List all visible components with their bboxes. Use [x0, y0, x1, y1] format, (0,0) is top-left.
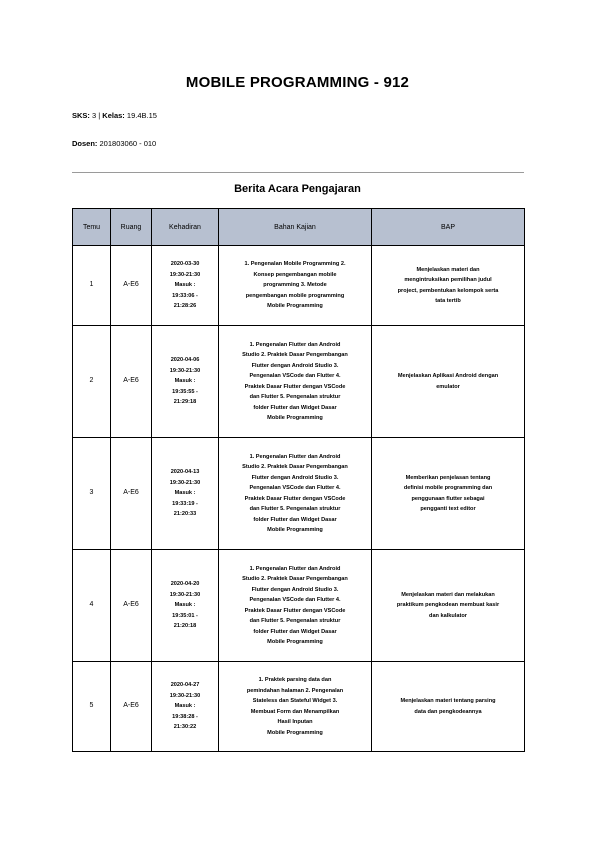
temu-cell: 5 — [73, 662, 111, 752]
section-title: Berita Acara Pengajaran — [234, 183, 361, 195]
bap-text: Menjelaskan materi dan melakukan praktikum pengkodean membuat kasir dan kalkulator — [396, 591, 500, 619]
kehadiran-text: 2020-04-06 19:30-21:30 Masuk : 19:35:55 - 21:29:18 — [169, 357, 201, 406]
bahan-kajian-text: 1. Pengenalan Flutter dan Android Studio 2. Praktek Dasar Pengembangan Flutter dengan Android Studio 3. Pengenalan VSCode dan Flutter 4. Praktek Dasar Flutter dengan VSCode dan Flutter 5. Pengenalan struktur folder Flutter dan Widget Dasar Mobile Programming — [242, 341, 348, 421]
header-bahan-kajian: Bahan Kajian — [219, 209, 372, 246]
ruang-cell: A-E6 — [111, 662, 152, 752]
header-temu: Temu — [73, 209, 111, 246]
kehadiran-text: 2020-04-27 19:30-21:30 Masuk : 19:38:28 - 21:30:22 — [169, 682, 201, 731]
teaching-record-table — [72, 208, 525, 752]
kehadiran-text: 2020-04-20 19:30-21:30 Masuk : 19:35:01 - 21:20:18 — [169, 581, 201, 630]
sks-label: SKS: — [72, 111, 90, 120]
table-row — [73, 662, 525, 752]
table-row — [73, 550, 525, 662]
ruang-cell: A-E6 — [111, 246, 152, 326]
header-ruang: Ruang — [111, 209, 152, 246]
table-header-row — [73, 209, 525, 246]
temu-cell: 2 — [73, 326, 111, 438]
table-row — [73, 326, 525, 438]
temu-cell: 4 — [73, 550, 111, 662]
bahan-kajian-cell — [219, 438, 372, 550]
kehadiran-text: 2020-03-30 19:30-21:30 Masuk : 19:33:06 - 21:28:26 — [169, 261, 201, 310]
kehadiran-cell — [152, 246, 219, 326]
course-info — [72, 111, 157, 120]
kelas-value: 19.4B.15 — [124, 111, 157, 120]
bahan-kajian-text: 1. Praktek parsing data dan pemindahan halaman 2. Pengenalan Stateless dan Stateful Widget 3. Membuat Form dan Menampilkan Hasil Inputan Mobile Programming — [246, 677, 344, 736]
bap-text: Memberikan penjelasan tentang definisi mobile programming dan penggunaan flutter sebagai pengganti text editor — [403, 474, 493, 512]
table-row — [73, 246, 525, 326]
bap-text: Menjelaskan Aplikasi Android dengan emulator — [397, 373, 499, 390]
kehadiran-cell — [152, 662, 219, 752]
dosen-value: 201803060 - 010 — [97, 139, 157, 148]
bahan-kajian-cell — [219, 550, 372, 662]
bahan-kajian-text: 1. Pengenalan Flutter dan Android Studio 2. Praktek Dasar Pengembangan Flutter dengan Android Studio 3. Pengenalan VSCode dan Flutter 4. Praktek Dasar Flutter dengan VSCode dan Flutter 5. Pengenalan struktur folder Flutter dan Widget Dasar Mobile Programming — [242, 565, 348, 645]
kehadiran-text: 2020-04-13 19:30-21:30 Masuk : 19:33:19 - 21:20:33 — [169, 469, 201, 518]
bap-text: Menjelaskan materi tentang parsing data dan pengkodeannya — [400, 698, 496, 715]
ruang-cell: A-E6 — [111, 438, 152, 550]
kehadiran-cell — [152, 438, 219, 550]
temu-cell: 3 — [73, 438, 111, 550]
temu-cell: 1 — [73, 246, 111, 326]
bap-cell — [372, 662, 525, 752]
header-kehadiran: Kehadiran — [152, 209, 219, 246]
bap-cell — [372, 550, 525, 662]
bahan-kajian-cell — [219, 246, 372, 326]
bap-cell — [372, 246, 525, 326]
divider — [72, 172, 524, 173]
ruang-cell: A-E6 — [111, 326, 152, 438]
bap-text: Menjelaskan materi dan mengintruksikan pemilihan judul project, pembentukan kelompok serta tata tertib — [397, 266, 499, 304]
lecturer-info — [72, 139, 156, 148]
sks-value: 3 | — [89, 111, 103, 120]
table-row — [73, 438, 525, 550]
bap-cell — [372, 438, 525, 550]
page-title: MOBILE PROGRAMMING - 912 — [185, 74, 410, 91]
bahan-kajian-cell — [219, 662, 372, 752]
dosen-label: Dosen: — [72, 139, 98, 148]
ruang-cell: A-E6 — [111, 550, 152, 662]
bahan-kajian-text: 1. Pengenalan Flutter dan Android Studio 2. Praktek Dasar Pengembangan Flutter dengan Android Studio 3. Pengenalan VSCode dan Flutter 4. Praktek Dasar Flutter dengan VSCode dan Flutter 5. Pengenalan struktur folder Flutter dan Widget Dasar Mobile Programming — [242, 453, 348, 533]
bap-cell — [372, 326, 525, 438]
kehadiran-cell — [152, 326, 219, 438]
header-bap: BAP — [372, 209, 525, 246]
bahan-kajian-text: 1. Pengenalan Mobile Programming 2. Konsep pengembangan mobile programming 3. Metode pengembangan mobile programming Mobile Programming — [244, 261, 346, 310]
kelas-label: Kelas: — [102, 111, 125, 120]
kehadiran-cell — [152, 550, 219, 662]
bahan-kajian-cell — [219, 326, 372, 438]
